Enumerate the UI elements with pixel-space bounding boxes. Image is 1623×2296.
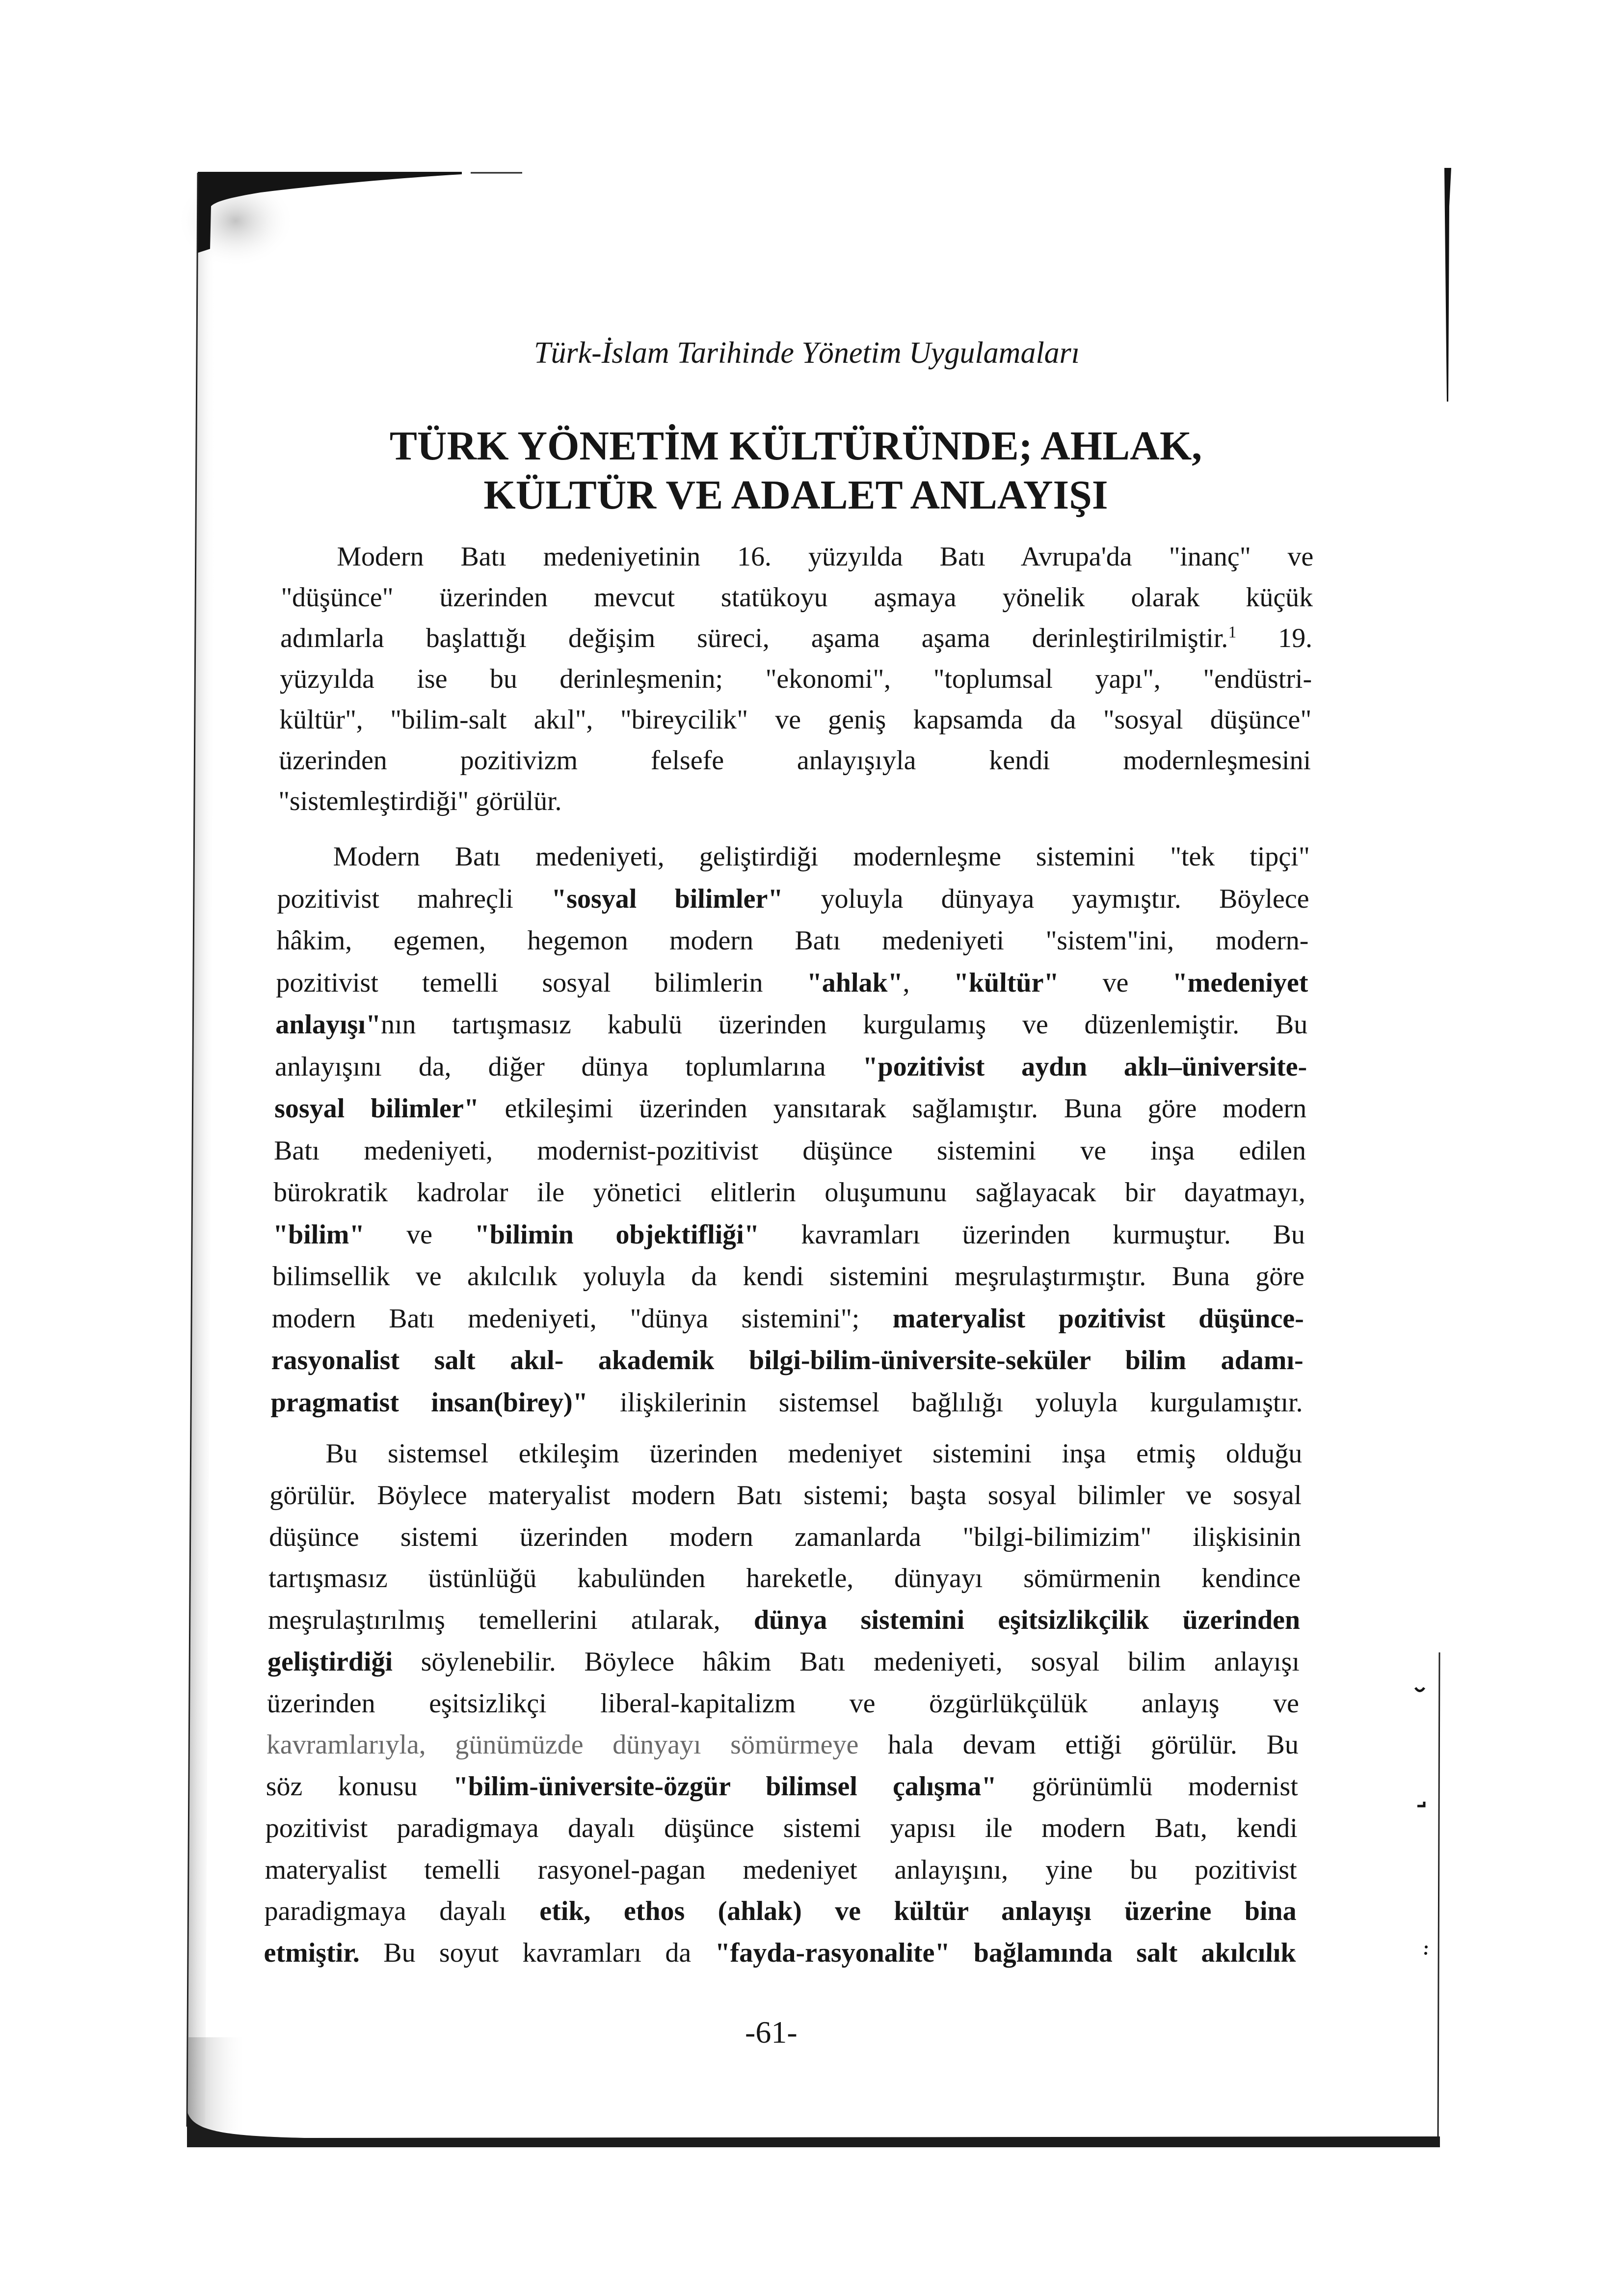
text-run: bilimsellik ve akılcılık yoluyla da kendi sistemini meşrulaştırmıştır. Buna göre <box>272 1261 1305 1292</box>
text-run: ilişkilerinin sistemsel bağlılığı yoluyla kurgulamıştır. <box>587 1387 1304 1418</box>
text-run: söylenebilir. Böylece hâkim Batı medeniyeti, sosyal bilim anlayışı <box>392 1646 1300 1677</box>
text-line <box>268 1599 1301 1641</box>
bold-text: "medeniyet <box>1172 967 1308 998</box>
text-run: kavramları üzerinden kurmuştur. Bu <box>759 1219 1305 1250</box>
text-run: nın tartışmasız kabulü üzerinden kurgulamış ve düzenlemiştir. Bu <box>380 1009 1308 1040</box>
bold-text: "pozitivist aydın aklı–üniversite- <box>862 1051 1307 1082</box>
text-line <box>279 700 1312 740</box>
chapter-title-line: KÜLTÜR VE ADALET ANLAYIŞI <box>483 472 1108 518</box>
text-line <box>271 1298 1304 1340</box>
text-line <box>265 1849 1297 1891</box>
bold-text: geliştirdiği <box>267 1646 393 1677</box>
text-run: görülür. Böylece materyalist modern Batı sistemi; başta sosyal bilimler ve sosyal <box>269 1480 1302 1511</box>
text-run: adımlarla başlattığı değişim süreci, aşama aşama derinleştirilmiştir. <box>280 623 1228 653</box>
text-run: üzerinden pozitivizm felsefe anlayışıyla kendi modernleşmesini <box>278 745 1311 776</box>
text-run: Bu soyut kavramları da <box>359 1938 715 1968</box>
margin-mark <box>1424 1952 1427 1955</box>
text-line <box>269 1516 1302 1558</box>
text-run: tartışmasız üstünlüğü kabulünden hareketle, dünyayı sömürmenin kendince <box>268 1563 1301 1594</box>
bold-text: rasyonalist salt akıl- akademik bilgi-bilim-üniversite-seküler bilim adamı- <box>271 1345 1304 1376</box>
bold-text: etmiştir. <box>264 1938 360 1968</box>
bold-text: "ahlak" <box>806 967 904 998</box>
text-run: düşünce sistemi üzerinden modern zamanlarda "bilgi-bilimizim" ilişkisinin <box>268 1521 1302 1552</box>
text-run: yoluyla dünyaya yaymıştır. Böylece <box>783 883 1309 914</box>
text-run: Bu sistemsel etkileşim üzerinden medeniyet sistemini inşa etmiş olduğu <box>325 1438 1303 1469</box>
text-run: kültür", "bilim-salt akıl", "bireycilik" ve geniş kapsamda da "sosyal düşünce" <box>279 704 1312 735</box>
text-run: Modern Batı medeniyeti, geliştirdiği modernleşme sistemini "tek tipçi" <box>333 841 1310 872</box>
bold-text: "bilim" <box>272 1219 365 1250</box>
text-line <box>272 1256 1304 1298</box>
text-run: kavramlarıyla, günümüzde dünyayı sömürmeye <box>266 1729 859 1760</box>
text-line <box>281 577 1313 618</box>
text-run: , <box>903 967 954 998</box>
text-run: paradigmaya dayalı <box>264 1896 540 1927</box>
text-line <box>272 1214 1305 1256</box>
text-line <box>270 1433 1303 1475</box>
text-line <box>276 962 1308 1004</box>
bold-text: "bilim-üniversite-özgür bilimsel çalışma" <box>452 1771 997 1802</box>
text-line <box>274 1088 1307 1130</box>
text-line <box>274 1130 1306 1172</box>
text-line <box>268 1558 1301 1599</box>
margin-mark <box>1425 1945 1428 1948</box>
bold-text: pragmatist insan(birey)" <box>270 1387 588 1418</box>
page-number: -61- <box>745 2015 798 2050</box>
text-run: "sistemleştirdiği" görülür. <box>278 786 562 816</box>
bold-text: "bilimin objektifliği" <box>474 1219 760 1250</box>
text-line <box>267 1641 1300 1683</box>
text-run: materyalist temelli rasyonel-pagan medeniyet anlayışını, yine bu pozitivist <box>265 1854 1298 1885</box>
text-line <box>271 1340 1304 1382</box>
margin-mark <box>1417 1802 1424 1806</box>
text-line <box>266 1766 1298 1808</box>
text-run: modern Batı medeniyeti, "dünya sistemini"; <box>271 1303 893 1334</box>
text-line <box>275 1046 1307 1088</box>
text-line <box>278 781 1311 822</box>
text-run: görünümlü modernist <box>996 1771 1299 1802</box>
bold-text: "fayda-rasyonalite" bağlamında salt akılcılık <box>715 1938 1296 1968</box>
text-run: Batı medeniyeti, modernist-pozitivist düşünce sistemini ve inşa edilen <box>273 1135 1306 1166</box>
text-line <box>276 920 1309 962</box>
text-line <box>281 537 1314 577</box>
bold-text: anlayışı" <box>275 1009 381 1040</box>
text-line <box>275 1004 1308 1046</box>
text-run: hala devam ettiği görülür. Bu <box>858 1729 1299 1760</box>
text-line <box>266 1724 1299 1766</box>
text-run: Modern Batı medeniyetinin 16. yüzyılda Batı Avrupa'da "inanç" ve <box>336 541 1314 572</box>
text-run: pozitivist mahreçli <box>277 883 552 914</box>
text-line <box>280 618 1313 659</box>
text-line <box>264 1932 1296 1974</box>
text-run: 19. <box>1236 623 1313 653</box>
text-line <box>277 878 1309 920</box>
text-run: bürokratik kadrolar ile yönetici elitlerin oluşumunu sağlayacak bir dayatmayı, <box>273 1177 1306 1208</box>
running-header: Türk-İslam Tarihinde Yönetim Uygulamaları <box>534 336 1080 370</box>
text-run: ve <box>1059 967 1173 998</box>
bold-text: etik, ethos (ahlak) ve kültür anlayışı üzerine bina <box>539 1896 1297 1927</box>
text-run: ve <box>364 1219 475 1250</box>
footnote-ref: 1 <box>1228 623 1237 642</box>
text-line <box>273 1172 1306 1214</box>
margin-mark <box>1415 1688 1424 1691</box>
text-run: pozitivist paradigmaya dayalı düşünce sistemi yapısı ile modern Batı, kendi <box>265 1812 1298 1843</box>
bold-text: "sosyal bilimler" <box>551 883 783 914</box>
text-line <box>270 1382 1303 1424</box>
text-run: söz konusu <box>266 1771 453 1802</box>
bold-text: "kültür" <box>953 967 1059 998</box>
text-run: "düşünce" üzerinden mevcut statükoyu aşmaya yönelik olarak küçük <box>280 582 1313 613</box>
text-run: hâkim, egemen, hegemon modern Batı medeniyeti "sistem"ini, modern- <box>276 925 1309 956</box>
text-line <box>266 1683 1299 1725</box>
bold-text: materyalist pozitivist düşünce- <box>892 1303 1304 1334</box>
text-run: yüzyılda ise bu derinleşmenin; "ekonomi", "toplumsal yapı", "endüstri- <box>279 664 1312 694</box>
right-edge-line-top <box>1444 168 1451 402</box>
text-run: etkileşimi üzerinden yansıtarak sağlamıştır. Buna göre modern <box>479 1093 1307 1124</box>
text-line <box>265 1808 1298 1849</box>
text-run: pozitivist temelli sosyal bilimlerin <box>276 967 807 998</box>
bold-text: sosyal bilimler" <box>274 1093 479 1124</box>
text-run: meşrulaştırılmış temellerini atılarak, <box>267 1605 754 1635</box>
paragraph <box>278 537 1314 822</box>
text-line <box>280 659 1312 700</box>
text-line <box>269 1475 1302 1516</box>
paragraph <box>264 1433 1303 1974</box>
text-line <box>279 740 1311 781</box>
paragraph <box>270 836 1310 1424</box>
text-line <box>264 1891 1297 1932</box>
chapter-title-line: TÜRK YÖNETİM KÜLTÜRÜNDE; AHLAK, <box>389 423 1202 469</box>
bold-text: dünya sistemini eşitsizlikçilik üzerinden <box>753 1605 1301 1635</box>
right-edge-line-bottom <box>1438 1652 1439 2146</box>
text-run: anlayışını da, diğer dünya toplumlarına <box>274 1051 863 1082</box>
text-run: üzerinden eşitsizlikçi liberal-kapitalizm ve özgürlükçülük anlayış ve <box>266 1688 1300 1719</box>
text-line <box>277 836 1310 878</box>
